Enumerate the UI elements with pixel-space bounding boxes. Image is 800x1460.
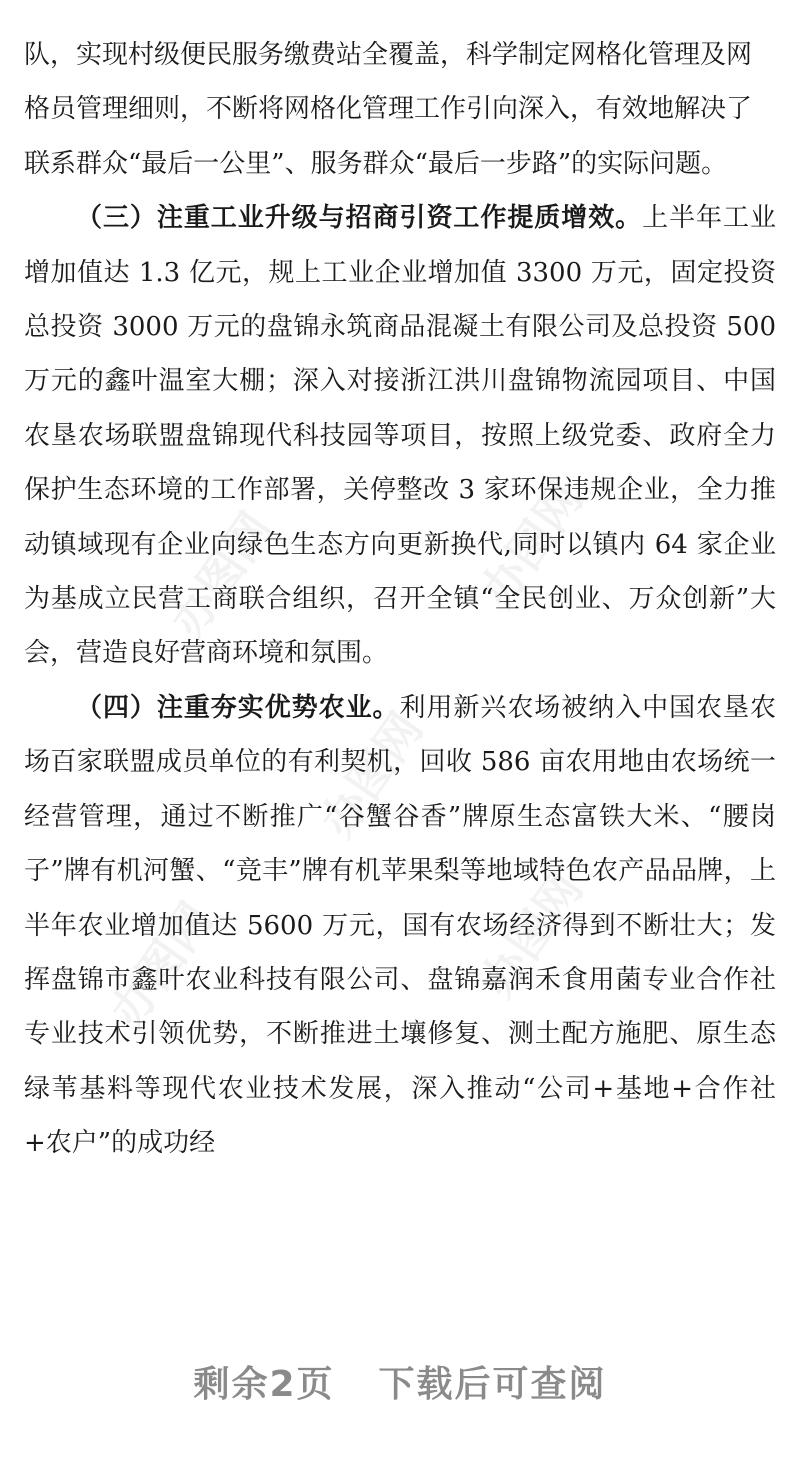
continued-paragraph: 队，实现村级便民服务缴费站全覆盖，科学制定网格化管理及网格员管理细则，不断将网格化管理工作引向深入，有效地解决了联系群众“最后一公里”、服务群众“最后一步路”的实际问题。	[24, 40, 753, 179]
document-body	[24, 28, 776, 1171]
section-agriculture-heading: （四）注重夯实优势农业。	[76, 692, 400, 723]
section-industry-heading: （三）注重工业升级与招商引资工作提质增效。	[76, 203, 643, 234]
watermark: 办图网	[99, 892, 224, 1037]
download-to-view-label: 下载后可查阅	[378, 1364, 607, 1405]
section-industry-body: 上半年工业增加值达 1.3 亿元，规上工业企业增加值 3300 万元，固定投资总投资 3000 万元的盘锦永筑商品混凝土有限公司及总投资 500 万元的鑫叶温室大棚；深入对接浙江洪川盘锦物流园项目、中国农垦农场联盟盘锦现代科技园等项目，按照上级党委、政府全力保护生态环境的工作部署，关停整改 3 家环保违规企业，全力推动镇域现有企业向绿色生态方向更新换代,同时以镇内 64 家企业为基成立民营工商联合组织，召开全镇“全民创业、万众创新”大会，营造良好营商环境和氛围。	[24, 203, 776, 669]
watermark: 办图网	[469, 862, 594, 1007]
section-agriculture-body: 利用新兴农场被纳入中国农垦农场百家联盟成员单位的有利契机，回收 586 亩农用地由农场统一经营管理，通过不断推广“谷蟹谷香”牌原生态富铁大米、“腰岗子”牌有机河蟹、“竞丰”牌有机苹果梨等地域特色农产品品牌，上半年农业增加值达 5600 万元，国有农场经济得到不断壮大；发挥盘锦市鑫叶农业科技有限公司、盘锦嘉润禾食用菌专业合作社专业技术引领优势，不断推进土壤修复、测土配方施肥、原生态绿苇基料等现代农业技术发展，深入推动“公司+基地+合作社+农户”的成功经	[24, 692, 776, 1159]
watermark: 办图网	[469, 472, 594, 617]
watermark: 办图网	[309, 702, 434, 847]
section-industry-paragraph	[24, 191, 776, 681]
download-prompt-banner[interactable]	[0, 1356, 800, 1407]
remaining-pages-label: 剩余2页	[193, 1364, 335, 1405]
section-agriculture-paragraph	[24, 681, 776, 1171]
watermark: 办图网	[159, 502, 284, 647]
